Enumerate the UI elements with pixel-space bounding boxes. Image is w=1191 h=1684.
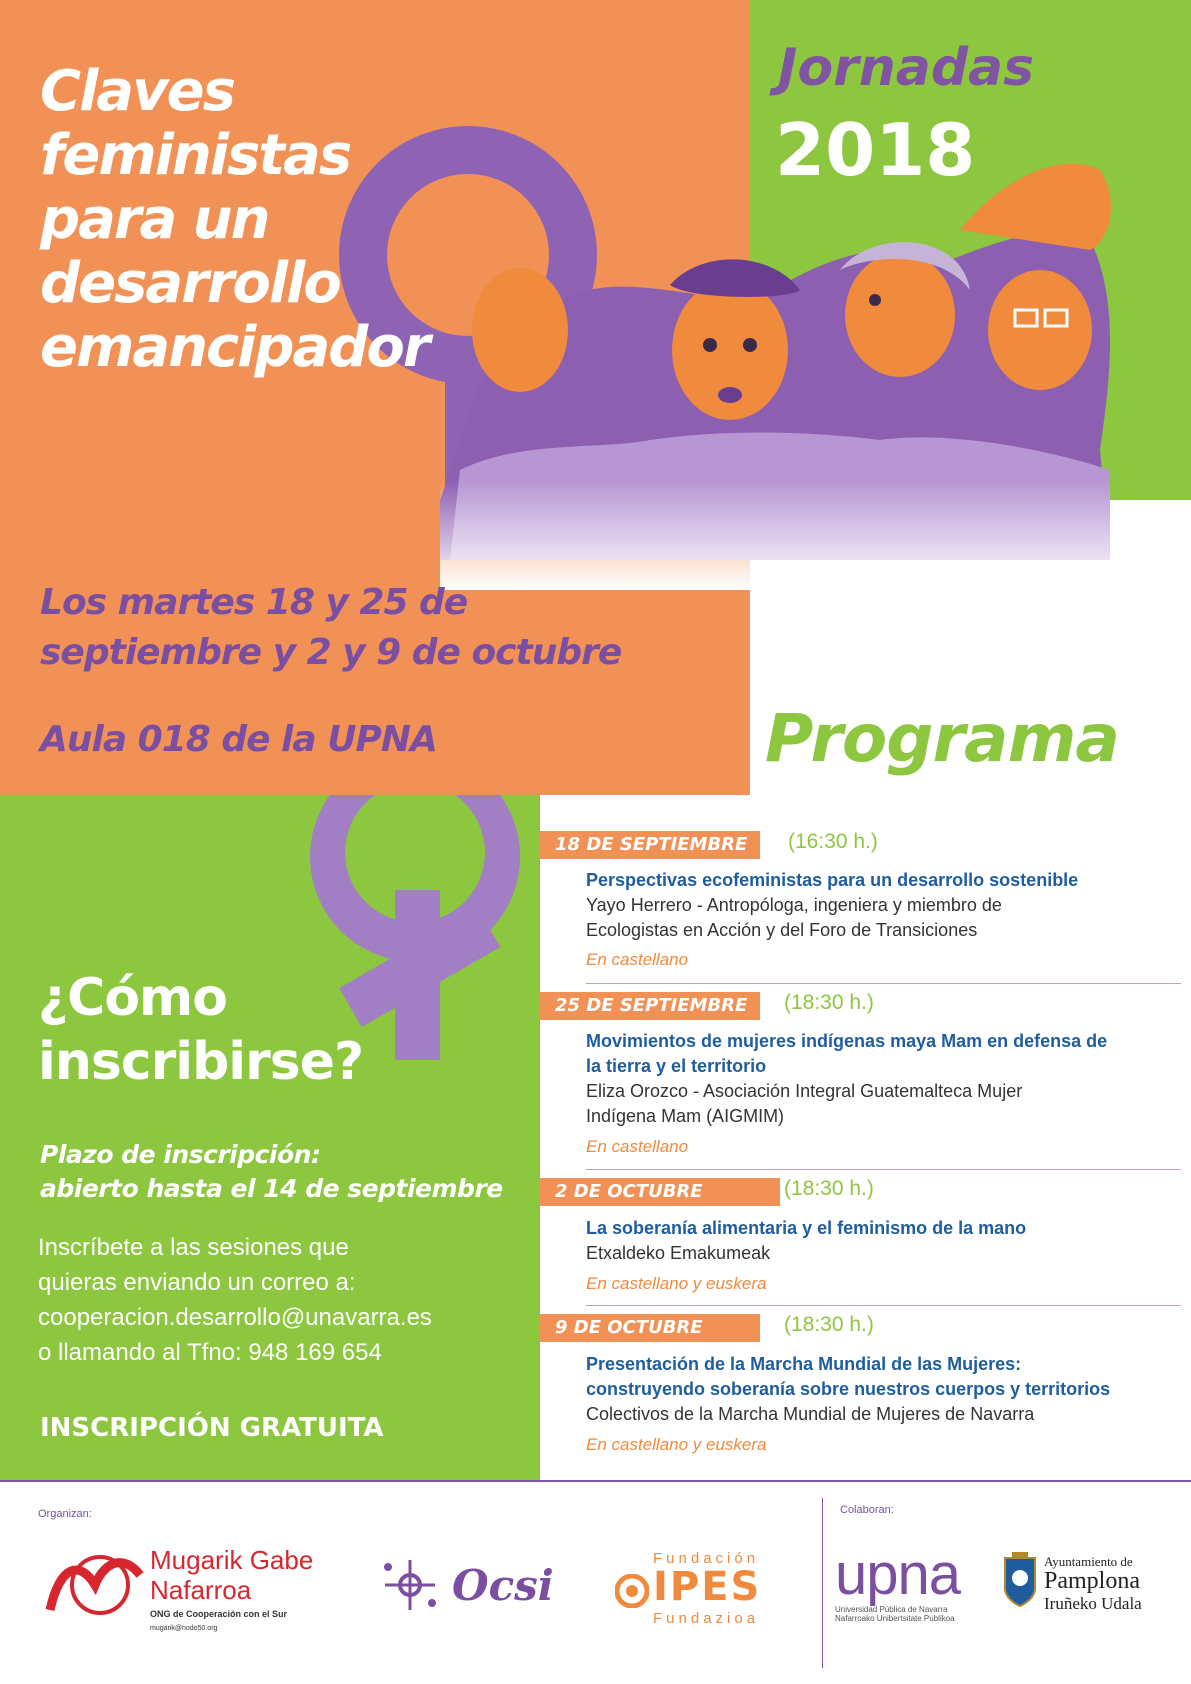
dates-text: Los martes 18 y 25 de septiembre y 2 y 9 de octubre [40, 582, 622, 673]
session-hour-1: (16:30 h.) [788, 830, 878, 853]
mugarik-gabe-logo: Mugarik Gabe Nafarroa ONG de Cooperación con el Sur mugarik@nodo50.org [40, 1545, 360, 1645]
separator [586, 1169, 1181, 1170]
organizers-label: Organizan: [38, 1508, 92, 1520]
session-hour-4: (18:30 h.) [784, 1313, 874, 1336]
footer-divider [0, 1480, 1191, 1482]
session-language-2: En castellano [586, 1137, 689, 1156]
session-hour-3: (18:30 h.) [784, 1177, 874, 1200]
separator [586, 983, 1181, 984]
ocsi-logo: Ocsi [380, 1555, 580, 1625]
collaborators-label: Colaboran: [840, 1504, 894, 1516]
session-speaker-1: Yayo Herrero - Antropóloga, ingeniera y miembro de Ecologistas en Acción y del Foro de Transiciones [586, 895, 1002, 940]
place-text: Aula 018 de la UPNA [40, 719, 437, 760]
pamplona-logo: Ayuntamiento de Pamplona Iruñeko Udala [1000, 1550, 1180, 1630]
registration-deadline: Plazo de inscripción: abierto hasta el 14 de septiembre [40, 1140, 503, 1203]
registration-question: ¿Cómo inscribirse? [38, 968, 364, 1092]
session-hour-2: (18:30 h.) [784, 991, 874, 1014]
session-language-1: En castellano [586, 950, 689, 969]
registration-info: Inscríbete a las sesiones que quieras enviando un correo a: cooperacion.desarrollo@unavarra.es o llamando al Tfno: 948 169 654 [38, 1234, 432, 1366]
session-date-4: 9 DE OCTUBRE [540, 1314, 760, 1342]
upna-logo: upna Universidad Pública de Navarra Nafarroako Unibertsitate Publikoa [835, 1542, 961, 1623]
session-language-3: En castellano y euskera [586, 1274, 767, 1293]
program-heading: Programa [765, 700, 1119, 777]
session-speaker-2: Eliza Orozco - Asociación Integral Guatemalteca Mujer Indígena Mam (AIGMIM) [586, 1081, 1023, 1126]
session-speaker-3: Etxaldeko Emakumeak [586, 1243, 771, 1263]
main-title: Claves feministas para un desarrollo emancipador [40, 59, 429, 380]
session-title-1: Perspectivas ecofeministas para un desarrollo sostenible [586, 870, 1079, 890]
jornadas-label: Jornadas [778, 38, 1035, 98]
mugarik-m-icon [40, 1545, 150, 1620]
pamplona-shield-icon [1000, 1550, 1040, 1610]
free-registration-label: INSCRIPCIÓN GRATUITA [40, 1413, 384, 1443]
session-date-3: 2 DE OCTUBRE [540, 1178, 780, 1206]
footer-vertical-divider [822, 1498, 823, 1668]
year-label: 2018 [775, 108, 976, 192]
session-speaker-4: Colectivos de la Marcha Mundial de Mujeres de Navarra [586, 1404, 1035, 1424]
separator [586, 1305, 1181, 1306]
session-date-1: 18 DE SEPTIEMBRE [540, 831, 760, 859]
session-title-2: Movimientos de mujeres indígenas maya Mam en defensa de la tierra y el territorio [586, 1031, 1108, 1076]
registration-email[interactable]: cooperacion.desarrollo@unavarra.es [38, 1304, 432, 1331]
session-date-2: 25 DE SEPTIEMBRE [540, 992, 760, 1020]
ocsi-symbol-icon [380, 1555, 440, 1615]
session-title-3: La soberanía alimentaria y el feminismo de la mano [586, 1218, 1027, 1238]
ipes-symbol-icon [615, 1574, 649, 1608]
ipes-logo: Fundación IPES Fundazioa [615, 1550, 805, 1630]
session-language-4: En castellano y euskera [586, 1435, 767, 1454]
session-title-4: Presentación de la Marcha Mundial de las Mujeres: construyendo soberanía sobre nuestros cuerpos y territorios [586, 1354, 1111, 1399]
